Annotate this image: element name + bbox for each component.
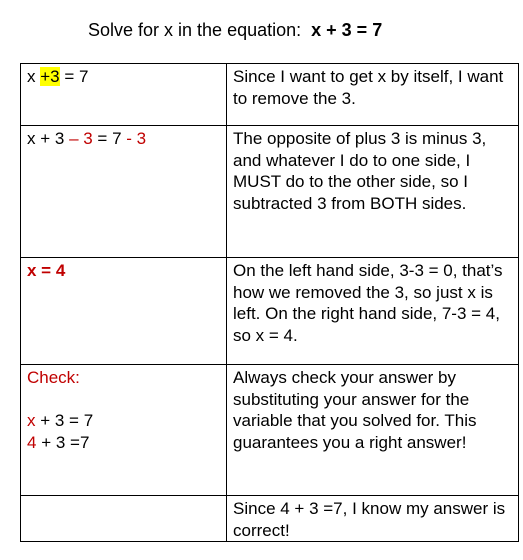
title-equation: x + 3 = 7 [311, 20, 383, 40]
step-2-eq-subtract-left: – 3 [69, 129, 93, 148]
check-spacer [27, 389, 220, 411]
step-5-explanation: Since 4 + 3 =7, I know my answer is correct! [227, 496, 519, 542]
check-label: Check: [27, 368, 80, 387]
check-line-1 [27, 410, 220, 432]
step-row-4 [21, 365, 519, 496]
check-line-1-variable: x [27, 411, 36, 430]
step-4-explanation: Always check your answer by substituting your answer for the variable that you solved for. This guarantees you a right answer! [227, 365, 519, 496]
step-2-explanation: The opposite of plus 3 is minus 3, and whatever I do to one side, I MUST do to the other side, so I subtracted 3 from BOTH sides. [227, 126, 519, 258]
check-line-2-rest: + 3 =7 [36, 432, 90, 452]
step-row-2 [21, 126, 519, 258]
step-row-1 [21, 64, 519, 126]
step-5-empty-cell [21, 496, 227, 542]
step-2-eq-pre: x + 3 [27, 129, 70, 148]
step-1-explanation: Since I want to get x by itself, I want to remove the 3. [227, 64, 519, 126]
check-line-1-rest: + 3 = 7 [35, 411, 94, 430]
step-3-explanation: On the left hand side, 3-3 = 0, that’s how we removed the 3, so just x is left. On the right hand side, 7-3 = 4, so x = 4. [227, 258, 519, 365]
step-row-3 [21, 258, 519, 365]
step-1-equation-cell [21, 64, 227, 126]
check-line-2-value: 4 [27, 432, 37, 452]
step-4-check-cell [21, 365, 227, 496]
step-2-eq-mid: = 7 [92, 129, 127, 148]
problem-title [88, 20, 382, 41]
solution-steps-table [20, 63, 519, 542]
step-3-equation-cell [21, 258, 227, 365]
step-3-result: x = 4 [27, 261, 66, 280]
check-line-2 [27, 432, 220, 454]
step-1-eq-post: = 7 [59, 67, 89, 86]
step-row-5 [21, 496, 519, 542]
step-1-eq-highlight: +3 [40, 67, 60, 86]
title-prefix: Solve for x in the equation: [88, 20, 302, 40]
step-2-equation-cell [21, 126, 227, 258]
step-1-eq-pre: x [27, 67, 41, 86]
step-2-eq-subtract-right: - 3 [126, 129, 147, 148]
